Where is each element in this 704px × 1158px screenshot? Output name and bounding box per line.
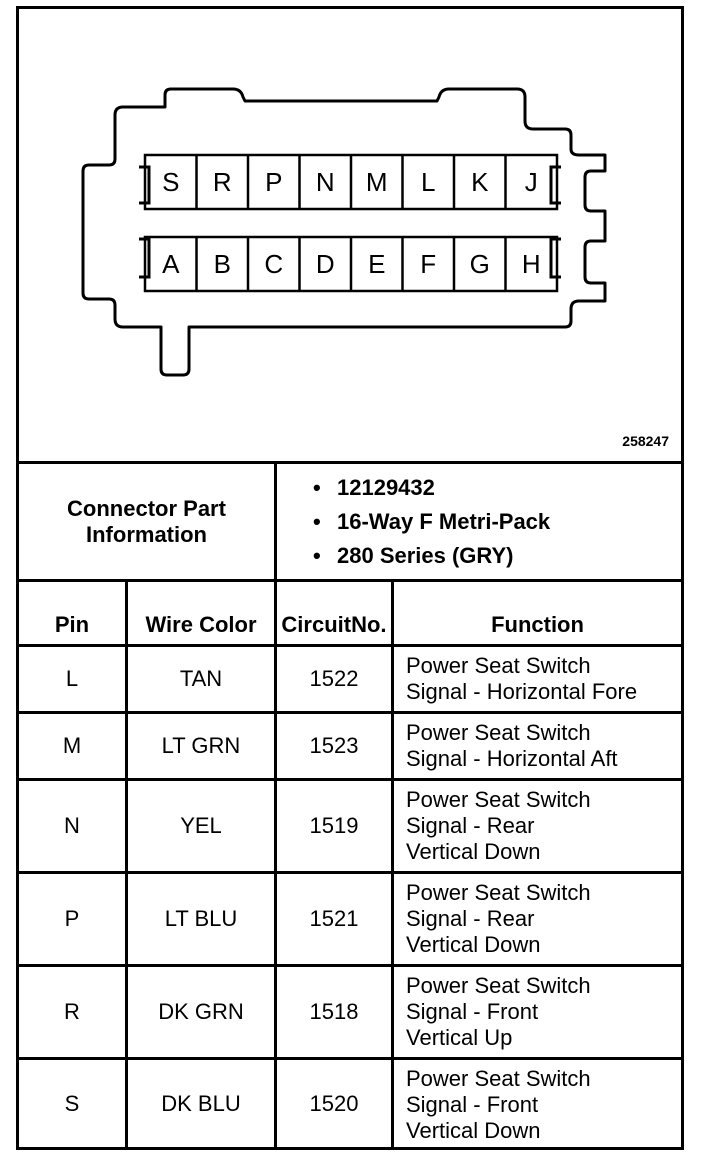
cell-wire-color: DK GRN — [158, 999, 244, 1024]
cell-circuit-no: 1520 — [309, 1091, 359, 1116]
cell-pin: P — [64, 906, 80, 931]
function-line: Signal - Front — [406, 1092, 539, 1117]
cell-wire-color: DK BLU — [161, 1091, 241, 1116]
cell-pin: N — [64, 813, 80, 838]
cell-wire-color: LT GRN — [161, 733, 241, 758]
function-line: Power Seat Switch — [406, 787, 591, 812]
cell-function — [394, 1066, 681, 1148]
pin-label-r: R — [212, 167, 232, 197]
cell-circuit-no: 1519 — [309, 813, 359, 838]
cell-wire-color: TAN — [179, 666, 223, 691]
header-wire-color: Wire Color — [145, 612, 257, 637]
connector-diagram — [19, 9, 681, 461]
function-line: Signal - Rear — [406, 906, 535, 931]
connector-outline — [19, 9, 681, 461]
function-line: Power Seat Switch — [406, 880, 591, 905]
function-line: Power Seat Switch — [406, 973, 591, 998]
function-line: Vertical Up — [406, 1025, 513, 1050]
pin-label-m: M — [365, 167, 388, 197]
function-line: Power Seat Switch — [406, 720, 591, 745]
connector-info-item: • 280 Series (GRY) — [313, 543, 514, 568]
header-circuit-no: Circuit No. — [281, 612, 387, 637]
cell-function — [394, 973, 681, 1057]
pin-label-l: L — [421, 167, 436, 197]
connector-info-list — [313, 471, 693, 573]
connector-info-label: Connector Part Information — [67, 495, 226, 547]
divider — [274, 461, 277, 579]
function-line: Signal - Front — [406, 999, 539, 1024]
function-line: Signal - Horizontal Fore — [406, 679, 638, 704]
connector-info-item: • 16-Way F Metri-Pack — [313, 509, 551, 534]
cell-function — [394, 653, 681, 711]
function-line: Vertical Down — [406, 839, 541, 864]
cell-function — [394, 880, 681, 964]
cell-pin: M — [62, 733, 82, 758]
pin-label-s: S — [162, 167, 180, 197]
pin-label-h: H — [521, 249, 541, 279]
pin-label-n: N — [315, 167, 335, 197]
function-line: Vertical Down — [406, 1118, 541, 1143]
header-pin: Pin — [54, 612, 90, 637]
cell-function — [394, 787, 681, 871]
function-line: Power Seat Switch — [406, 653, 591, 678]
function-line: Vertical Down — [406, 932, 541, 957]
pin-label-p: P — [265, 167, 283, 197]
pin-label-g: G — [469, 249, 490, 279]
pin-label-c: C — [264, 249, 284, 279]
cell-pin: S — [64, 1091, 80, 1116]
pin-label-b: B — [213, 249, 231, 279]
cell-wire-color: YEL — [180, 813, 222, 838]
function-line: Power Seat Switch — [406, 1066, 591, 1091]
pin-label-e: E — [368, 249, 386, 279]
figure-reference-number: 258247 — [622, 433, 669, 449]
function-line: Signal - Horizontal Aft — [406, 746, 618, 771]
connector-sheet — [16, 6, 684, 1150]
cell-circuit-no: 1522 — [309, 666, 359, 691]
cell-circuit-no: 1521 — [309, 906, 359, 931]
pin-label-j: J — [524, 167, 538, 197]
cell-circuit-no: 1523 — [309, 733, 359, 758]
cell-circuit-no: 1518 — [309, 999, 359, 1024]
cell-pin: L — [65, 666, 79, 691]
pin-label-d: D — [315, 249, 335, 279]
pin-label-a: A — [162, 249, 180, 279]
cell-wire-color: LT BLU — [164, 906, 238, 931]
cell-pin: R — [64, 999, 80, 1024]
cell-function — [394, 720, 681, 778]
pin-label-f: F — [420, 249, 437, 279]
pin-label-k: K — [471, 167, 489, 197]
connector-info-item: • 12129432 — [313, 475, 435, 500]
function-line: Signal - Rear — [406, 813, 535, 838]
header-function: Function — [491, 612, 584, 637]
